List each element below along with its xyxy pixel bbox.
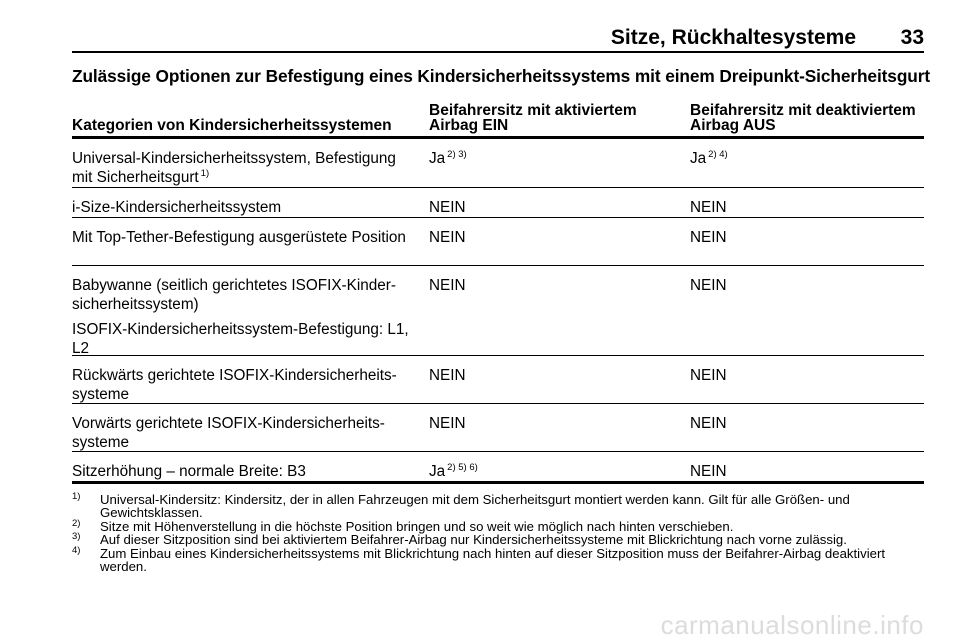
row-airbag-on: NEIN bbox=[429, 415, 466, 432]
table-row bbox=[72, 356, 924, 404]
table-row bbox=[72, 218, 924, 266]
footnote-text: Sitze mit Höhenverstellung in die höchste Position bringen und so weit wie möglich nach hinten verschieben. bbox=[100, 518, 734, 534]
footnote-mark: 4) bbox=[72, 545, 81, 557]
row-airbag-off: NEIN bbox=[690, 277, 727, 294]
table-row bbox=[72, 139, 924, 188]
footnote-mark: 3) bbox=[72, 531, 81, 543]
header-airbag-on: Beifahrersitz mit aktiviertem Airbag EIN bbox=[429, 102, 637, 134]
child-seat-table bbox=[72, 99, 924, 484]
row-category: Sitzerhöhung – normale Breite: B3 bbox=[72, 463, 306, 480]
row-airbag-off: NEIN bbox=[690, 199, 727, 216]
row-category: Rückwärts gerichtete ISOFIX-Kindersicherheitssysteme bbox=[72, 367, 397, 403]
row-airbag-on: NEIN bbox=[429, 199, 466, 216]
row-airbag-on: Ja $^{2) 3)}$ bbox=[429, 149, 467, 167]
row-airbag-on: NEIN bbox=[429, 229, 466, 246]
row-category: Vorwärts gerichtete ISOFIX-Kindersicherheitssysteme bbox=[72, 415, 385, 451]
row-category: Universal-Kindersicherheitssystem, Befestigung mit Sicherheitsgurt $^{1)}$ bbox=[72, 150, 396, 186]
footnote bbox=[72, 491, 924, 520]
watermark: carmanualsonline.info bbox=[660, 610, 924, 640]
footnote-mark: 2) bbox=[72, 517, 81, 529]
page-header bbox=[72, 26, 924, 50]
row-category: Mit Top-Tether-Befestigung ausgerüstete Position bbox=[72, 229, 406, 246]
row-airbag-off: NEIN bbox=[690, 415, 727, 432]
footnote bbox=[72, 545, 924, 574]
row-airbag-on: NEIN bbox=[429, 367, 466, 384]
footnotes bbox=[72, 491, 924, 575]
table-header bbox=[72, 99, 924, 139]
row-airbag-on: Ja $^{2) 5) 6)}$ bbox=[429, 462, 478, 480]
footnote-text: Zum Einbau eines Kindersicherheitssystems mit Blickrichtung nach hinten auf dieser Sitzposition muss der Beifahrer-Airbag deaktiviert werden. bbox=[100, 546, 886, 574]
row-airbag-off: NEIN bbox=[690, 367, 727, 384]
row-category: i-Size-Kindersicherheitssystem bbox=[72, 199, 282, 216]
section-title: Zulässige Optionen zur Befestigung eines Kindersicherheitssystems mit einem Dreipunkt-Sicherheitsgurt bbox=[72, 66, 931, 86]
table-row bbox=[72, 188, 924, 218]
table-row bbox=[72, 404, 924, 452]
header-category: Kategorien von Kindersicherheitssystemen bbox=[72, 117, 392, 134]
row-airbag-on: NEIN bbox=[429, 277, 466, 294]
row-category: Babywanne (seitlich gerichtetes ISOFIX-Kindersicherheitssystem) ISOFIX-Kindersicherheitssystem-Befestigung: L1, L2 bbox=[72, 277, 409, 357]
footnote-mark: 1) bbox=[72, 491, 81, 502]
footnote-text: Auf dieser Sitzposition sind bei aktiviertem Beifahrer-Airbag nur Kindersicherheitssysteme mit Blickrichtung nach vorne zulässig. bbox=[100, 532, 847, 548]
page-number: 33 bbox=[900, 26, 924, 49]
footnote-text: Universal-Kindersitz: Kindersitz, der in allen Fahrzeugen mit dem Sicherheitsgurt montiert werden kann. Gilt für alle Größen- und Gewichtsklassen. bbox=[100, 492, 850, 520]
header-airbag-off: Beifahrersitz mit deaktiviertem Airbag AUS bbox=[690, 102, 916, 134]
row-airbag-off: Ja $^{2) 4)}$ bbox=[690, 149, 728, 167]
header-divider bbox=[72, 51, 924, 53]
row-airbag-off: NEIN bbox=[690, 463, 727, 480]
table-row bbox=[72, 266, 924, 356]
table-row bbox=[72, 452, 924, 484]
chapter-title: Sitze, Rückhaltesysteme bbox=[610, 26, 856, 49]
row-airbag-off: NEIN bbox=[690, 229, 727, 246]
